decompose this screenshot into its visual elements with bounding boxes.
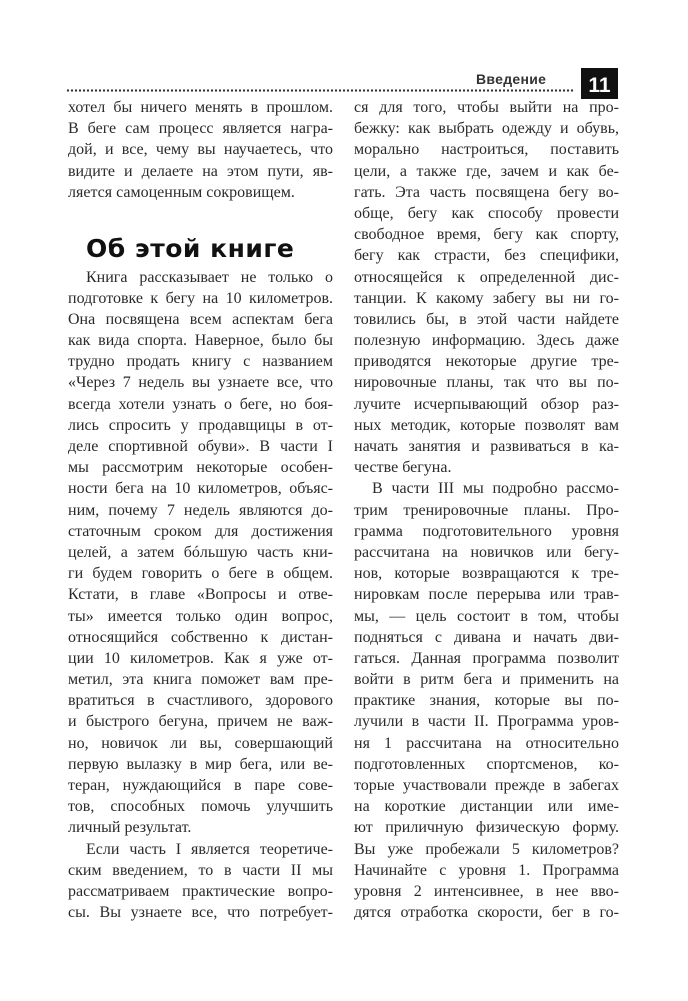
text-line: ности бега на 10 километров, объяс- [68, 480, 333, 498]
text-line: но, новичок ли вы, совершающий [68, 734, 333, 752]
text-line: на короткие дистанции или име- [354, 798, 619, 816]
text-line: подготовке к бегу на 10 километров. [68, 289, 333, 307]
paragraph [68, 839, 333, 924]
text-line: видите и делаете на этом пути, яв- [68, 162, 333, 180]
text-line: ляется самоценным сокровищем. [68, 183, 295, 201]
text-line: «Через 7 недель вы узнаете все, что [68, 374, 333, 392]
text-line: гаться. Данная программа позволит [354, 649, 619, 667]
text-line: мы, — цель состоит в том, чтобы [354, 607, 619, 625]
text-line: танции. К какому забегу вы ни го- [354, 289, 619, 307]
text-line: тов, способных помочь улучшить [68, 798, 333, 816]
text-line: гать. Эта часть посвящена бегу во- [354, 183, 619, 201]
text-line: относящейся к определенной дис- [354, 268, 619, 286]
text-line: целей, а затем бóльшую часть кни- [68, 543, 333, 561]
text-line: как вида спорта. Наверное, было бы [68, 332, 333, 350]
text-line: войти в ритм бега и применить на [354, 671, 619, 689]
text-line: рассматриваем практические вопро- [68, 882, 333, 900]
text-line: лись спросить у продавщицы в от- [68, 416, 333, 434]
text-line: морально настроиться, поставить [354, 141, 619, 159]
paragraph [354, 478, 619, 923]
header-dotted-rule [66, 89, 574, 92]
text-line: рассчитана на новичков или бегу- [354, 543, 619, 561]
text-line: ты» имеется только один вопрос, [68, 607, 333, 625]
text-line: Если часть I является теоретиче- [86, 840, 333, 858]
text-line: бежку: как выбрать одежду и обувь, [354, 120, 619, 138]
text-line: деле спортивной обуви». В части I [68, 438, 333, 456]
text-line: и быстрого бегуна, причем не важ- [68, 713, 333, 731]
text-line: дой, и все, чему вы научаетесь, что [68, 141, 333, 159]
text-line: сы. Вы узнаете все, что потребует- [68, 904, 333, 922]
text-line: личный результат. [68, 819, 192, 837]
text-line: статочным сроком для достижения [68, 522, 333, 540]
text-line: Кстати, в главе «Вопросы и отве- [68, 586, 333, 604]
text-line: нов, которые возвращаются к тре- [354, 565, 619, 583]
text-line: всегда хотели узнать о беге, но боя- [68, 395, 333, 413]
text-line: трим тренировочные планы. Про- [354, 501, 619, 519]
text-line: нировочные планы, так что вы по- [354, 374, 619, 392]
text-line: Книга рассказывает не только о [86, 268, 333, 286]
text-line: ня 1 рассчитана на относительно [354, 734, 619, 752]
text-line: честве бегуна. [354, 459, 452, 477]
text-line: полезную информацию. Здесь даже [354, 332, 619, 350]
text-line: ют приличную физическую форму. [354, 819, 619, 837]
text-line: начать занятия и развиваться в ка- [354, 438, 619, 455]
text-line: хотел бы ничего менять в прошлом. [68, 99, 333, 116]
text-line: метил, эта книга поможет вам пре- [68, 671, 333, 689]
text-line: Начинайте с уровня 1. Программа [354, 861, 619, 879]
text-line: В части III мы подробно рассмо- [372, 480, 619, 498]
text-line: трудно продать книгу с названием [68, 353, 333, 371]
paragraph [68, 267, 333, 839]
text-line: Она посвящена всем аспектам бега [68, 310, 333, 328]
text-line: уровня 2 интенсивнее, в нее вво- [354, 882, 619, 900]
text-line: вратиться в счастливого, здорового [68, 692, 333, 710]
text-line: лучите исчерпывающий обзор раз- [354, 395, 619, 413]
left-column [68, 97, 333, 923]
section-heading: Об этой книге [86, 233, 295, 263]
right-column [354, 97, 619, 923]
text-line: ним, почему 7 недель являются до- [68, 501, 333, 519]
text-line: цели, а также где, зачем и как бе- [354, 162, 619, 180]
text-line: обще, бегу как способу провести [354, 204, 619, 222]
text-line: нировкам после перерыва или трав- [354, 586, 619, 604]
text-line: ся для того, чтобы выйти на про- [354, 99, 619, 116]
text-line: Вы уже пробежали 5 километров? [354, 840, 619, 858]
text-line: практике знания, которые вы по- [354, 692, 619, 710]
text-line: грамма подготовительного уровня [354, 522, 619, 540]
text-line: подготовленных спортсменов, ко- [354, 755, 619, 773]
text-line: бегу как страсти, без специфики, [354, 247, 619, 265]
text-line: дятся отработка скорости, бег в го- [354, 904, 619, 922]
text-line: ции 10 километров. Как я уже от- [68, 649, 333, 667]
text-line: свободное время, бегу как спорту, [354, 226, 619, 244]
text-line: подняться с дивана и начать дви- [354, 628, 619, 646]
running-head-section-title: Введение [476, 71, 547, 87]
text-line: теран, нуждающийся в паре сове- [68, 777, 333, 795]
text-line: лучили в части II. Программа уров- [354, 713, 619, 731]
paragraph [354, 97, 619, 478]
text-line: товились бы, в этой части найдете [354, 310, 619, 328]
text-line: относящийся собственно к дистан- [68, 628, 333, 646]
text-line: первую вылазку в мир бега, или ве- [68, 755, 333, 773]
text-line: торые участвовали прежде в забегах [354, 777, 619, 794]
page-number: 11 [581, 68, 618, 99]
text-line: В беге сам процесс является награ- [68, 120, 333, 138]
text-line: мы рассмотрим некоторые особен- [68, 459, 333, 477]
paragraph [68, 97, 333, 203]
text-line: ским введением, то в части II мы [68, 861, 333, 879]
text-line: ги будем говорить о беге в общем. [68, 565, 333, 583]
text-line: ных методик, которые позволят вам [354, 416, 619, 434]
text-line: приводятся некоторые другие тре- [354, 353, 619, 371]
